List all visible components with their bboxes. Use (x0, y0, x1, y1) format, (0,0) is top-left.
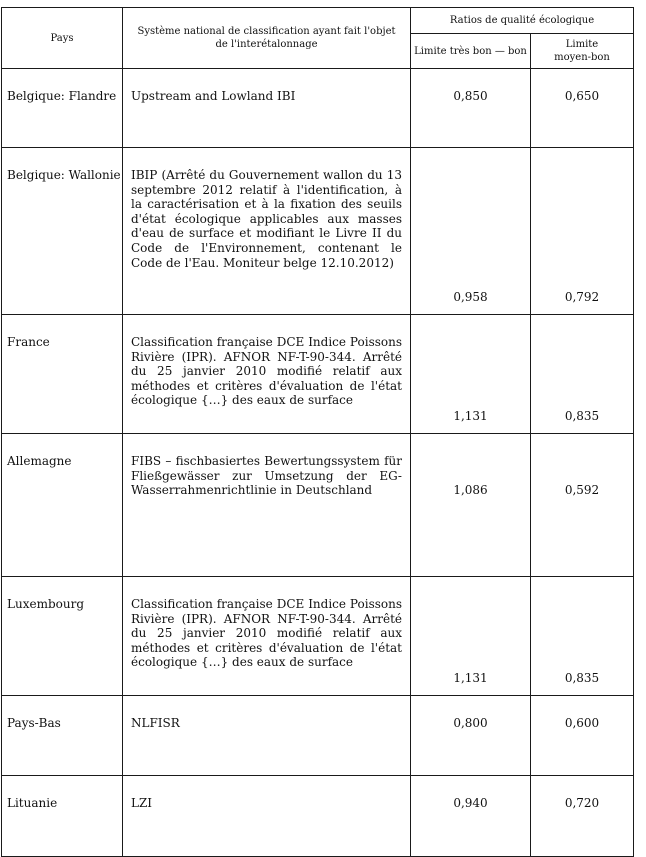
country-cell: Belgique: Wallonie (2, 148, 123, 315)
system-cell: NLFISR (123, 696, 411, 776)
header-country: Pays (2, 8, 123, 69)
header-ratios: Ratios de qualité écologique (411, 8, 634, 34)
high-good-value: 1,086 (411, 434, 531, 577)
high-good-value: 0,800 (411, 696, 531, 776)
system-cell: IBIP (Arrêté du Gouvernement wallon du 13 septembre 2012 relatif à l'identification, à la caractérisation et à la fixation des seuils d'état écologique applicables aux masses d'eau de surface et modifiant le Livre II du Code de l'Environnement, contenant le Code de l'Eau. Moniteur belge 12.10.2012) (123, 148, 411, 315)
header-system: Système national de classification ayant fait l'objet de l'interétalonnage (123, 8, 411, 69)
table-row (2, 148, 634, 315)
moderate-good-value: 0,792 (531, 148, 634, 315)
high-good-value: 0,958 (411, 148, 531, 315)
system-cell: FIBS – fischbasiertes Bewertungssystem für Fließgewässer zur Umsetzung der EG-Wasserrahmenrichtlinie in Deutschland (123, 434, 411, 577)
high-good-value: 0,850 (411, 69, 531, 148)
moderate-good-value: 0,650 (531, 69, 634, 148)
country-cell: Belgique: Flandre (2, 69, 123, 148)
country-cell: Allemagne (2, 434, 123, 577)
moderate-good-value: 0,835 (531, 315, 634, 434)
country-cell: France (2, 315, 123, 434)
system-cell: Classification française DCE Indice Poissons Rivière (IPR). AFNOR NF-T-90-344. Arrêté du 25 janvier 2010 modifié relatif aux méthodes et critères d'évaluation de l'état écologique {…} des eaux de surface (123, 315, 411, 434)
moderate-good-value: 0,720 (531, 776, 634, 857)
country-cell: Lituanie (2, 776, 123, 857)
table-row (2, 69, 634, 148)
high-good-value: 1,131 (411, 577, 531, 696)
high-good-value: 1,131 (411, 315, 531, 434)
moderate-good-value: 0,592 (531, 434, 634, 577)
table-row (2, 315, 634, 434)
table-row (2, 776, 634, 857)
header-limit-high-good: Limite très bon — bon (411, 34, 531, 69)
high-good-value: 0,940 (411, 776, 531, 857)
header-row (2, 8, 634, 34)
system-cell: LZI (123, 776, 411, 857)
system-cell: Upstream and Lowland IBI (123, 69, 411, 148)
moderate-good-value: 0,835 (531, 577, 634, 696)
table-row (2, 696, 634, 776)
header-limit-moderate-good: Limite moyen-bon (531, 34, 634, 69)
country-cell: Pays-Bas (2, 696, 123, 776)
country-cell: Luxembourg (2, 577, 123, 696)
classification-table (1, 7, 634, 857)
table-row (2, 577, 634, 696)
moderate-good-value: 0,600 (531, 696, 634, 776)
system-cell: Classification française DCE Indice Poissons Rivière (IPR). AFNOR NF-T-90-344. Arrêté du 25 janvier 2010 modifié relatif aux méthodes et critères d'évaluation de l'état écologique {…} des eaux de surface (123, 577, 411, 696)
table-row (2, 434, 634, 577)
